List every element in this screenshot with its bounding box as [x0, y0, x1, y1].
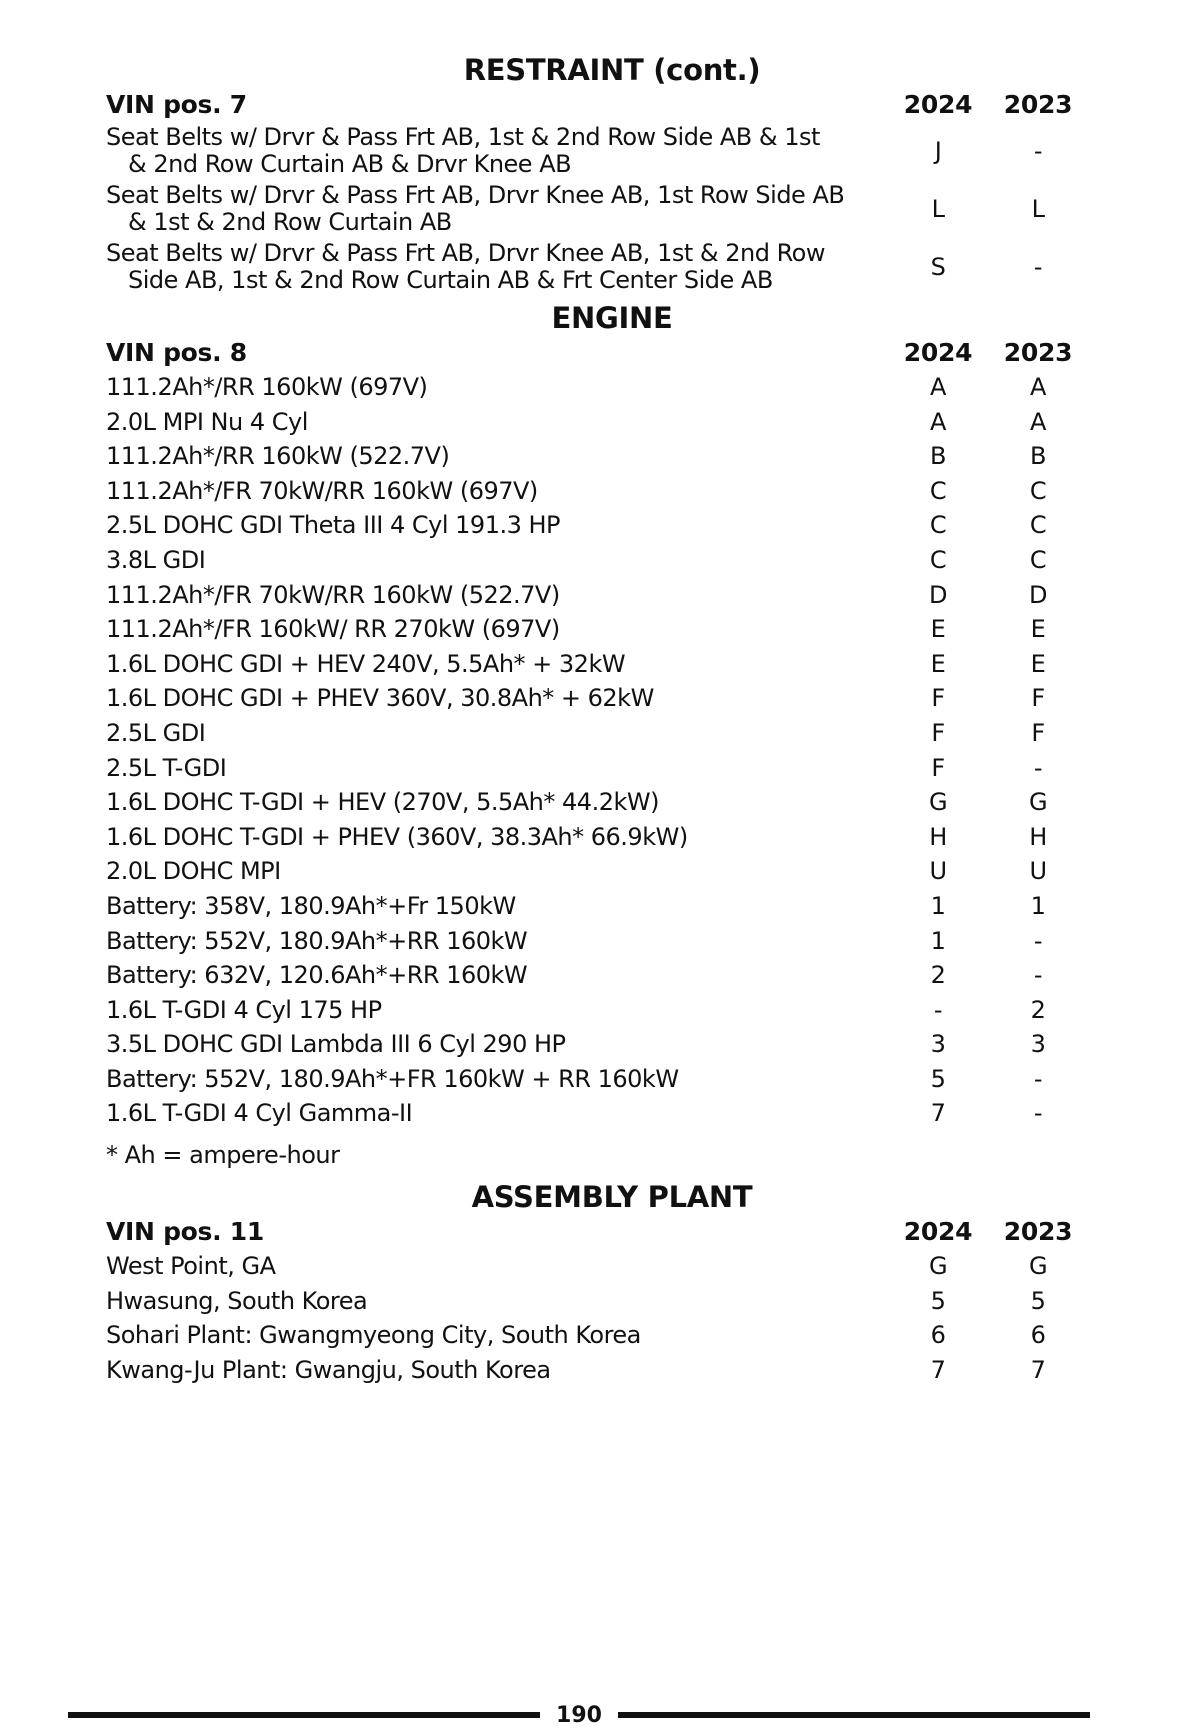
table-row — [106, 370, 1088, 405]
code-2023: 5 — [1030, 1286, 1046, 1315]
row-description: 111.2Ah*/FR 160kW/ RR 270kW (697V) — [106, 615, 560, 644]
row-description: Battery: 632V, 120.6Ah*+RR 160kW — [106, 961, 528, 990]
table-row — [106, 647, 1088, 682]
row-description: 111.2Ah*/FR 70kW/RR 160kW (522.7V) — [106, 580, 560, 609]
code-2023: 1 — [1030, 891, 1046, 920]
table-header-restraint — [106, 88, 1088, 122]
footnote: * Ah = ampere-hour — [106, 1141, 340, 1170]
code-2024: A — [930, 373, 946, 401]
row-description: 1.6L DOHC GDI + PHEV 360V, 30.8Ah* + 62kW — [106, 684, 654, 713]
code-2023: L — [1031, 194, 1045, 223]
code-2024: C — [929, 545, 947, 574]
code-2024: 5 — [930, 1286, 946, 1315]
row-description: 111.2Ah*/RR 160kW (522.7V) — [106, 442, 450, 471]
code-2024: 6 — [930, 1321, 946, 1350]
code-2024: G — [928, 1252, 948, 1281]
description-line-1: Seat Belts w/ Drvr & Pass Frt AB, Drvr Knee AB, 1st & 2nd Row — [106, 239, 825, 267]
header-label: VIN pos. 11 — [106, 1217, 264, 1247]
description-line-2: & 2nd Row Curtain AB & Drvr Knee AB — [128, 150, 572, 178]
code-2024: H — [929, 822, 947, 851]
code-2024: 1 — [930, 891, 946, 920]
page-number: 190 — [556, 1702, 602, 1728]
table-row — [106, 1062, 1088, 1097]
code-2023: U — [1029, 857, 1047, 886]
table-row — [106, 889, 1088, 924]
table-row — [106, 238, 1088, 296]
code-2023: G — [1028, 788, 1048, 817]
code-2023: A — [1030, 373, 1046, 401]
code-2024: S — [930, 252, 946, 281]
row-description: 1.6L DOHC GDI + HEV 240V, 5.5Ah* + 32kW — [106, 649, 626, 678]
code-2024: E — [930, 649, 946, 678]
code-2023: - — [1033, 753, 1043, 782]
row-description: Sohari Plant: Gwangmyeong City, South Korea — [106, 1321, 641, 1350]
code-2023: - — [1033, 252, 1043, 281]
code-2024: L — [931, 194, 945, 223]
header-year-2023: 2023 — [1003, 90, 1073, 119]
code-2024: F — [931, 753, 945, 782]
code-2024: F — [931, 684, 945, 713]
table-row — [106, 1318, 1088, 1353]
row-description: 1.6L T-GDI 4 Cyl 175 HP — [106, 995, 382, 1024]
code-2023: - — [1033, 1064, 1043, 1093]
row-description: West Point, GA — [106, 1252, 276, 1281]
footer-rule-right — [618, 1712, 1090, 1718]
header-label: VIN pos. 7 — [106, 90, 247, 119]
section-title-plant: ASSEMBLY PLANT — [471, 1180, 753, 1215]
table-header-engine — [106, 336, 1088, 370]
code-2023: - — [1033, 1099, 1043, 1128]
restraint-rows — [106, 122, 1088, 296]
row-description: 111.2Ah*/RR 160kW (697V) — [106, 373, 428, 401]
code-2023: D — [1029, 580, 1047, 609]
code-2024: C — [929, 476, 947, 505]
code-2023: - — [1033, 926, 1043, 955]
table-row — [106, 958, 1088, 993]
row-description: 2.5L DOHC GDI Theta III 4 Cyl 191.3 HP — [106, 511, 561, 540]
code-2023: C — [1029, 545, 1047, 574]
row-description: 111.2Ah*/FR 70kW/RR 160kW (697V) — [106, 476, 538, 505]
section-title-restraint: RESTRAINT (cont.) — [463, 53, 761, 87]
description-line-2: & 1st & 2nd Row Curtain AB — [128, 208, 452, 236]
code-2023: - — [1033, 136, 1043, 165]
row-description: Hwasung, South Korea — [106, 1286, 368, 1315]
code-2024: - — [933, 995, 943, 1024]
header-year-2023: 2023 — [1003, 1217, 1073, 1247]
row-description — [106, 124, 888, 178]
code-2024: B — [930, 442, 946, 471]
table-row — [106, 1027, 1088, 1062]
table-row — [106, 1353, 1088, 1388]
table-row — [106, 474, 1088, 509]
code-2023: E — [1030, 649, 1046, 678]
code-2023: F — [1031, 718, 1045, 747]
header-label: VIN pos. 8 — [106, 338, 247, 367]
code-2024: F — [931, 718, 945, 747]
code-2024: A — [930, 407, 946, 436]
header-year-2023: 2023 — [1003, 338, 1073, 367]
code-2023: 6 — [1030, 1321, 1046, 1350]
row-description: 2.5L GDI — [106, 718, 206, 747]
code-2024: C — [929, 511, 947, 540]
code-2024: 2 — [930, 961, 946, 990]
code-2023: B — [1030, 442, 1046, 471]
row-description: Kwang-Ju Plant: Gwangju, South Korea — [106, 1355, 551, 1384]
row-description: 2.0L MPI Nu 4 Cyl — [106, 407, 308, 436]
row-description: Battery: 358V, 180.9Ah*+Fr 150kW — [106, 891, 516, 920]
row-description: 2.5L T-GDI — [106, 753, 227, 782]
code-2024: D — [929, 580, 947, 609]
table-row — [106, 993, 1088, 1028]
section-title-engine: ENGINE — [551, 301, 673, 335]
code-2023: C — [1029, 476, 1047, 505]
table-row — [106, 681, 1088, 716]
row-description: Battery: 552V, 180.9Ah*+FR 160kW + RR 160kW — [106, 1064, 679, 1093]
code-2023: F — [1031, 684, 1045, 713]
code-2023: 2 — [1030, 995, 1046, 1024]
code-2023: E — [1030, 615, 1046, 644]
code-2024: 3 — [930, 1030, 946, 1059]
code-2024: 7 — [930, 1355, 946, 1384]
table-row — [106, 508, 1088, 543]
code-2024: U — [929, 857, 947, 886]
table-header-plant — [106, 1215, 1088, 1249]
table-row — [106, 1284, 1088, 1319]
code-2024: 5 — [930, 1064, 946, 1093]
footer-rule-left — [68, 1712, 540, 1718]
table-row — [106, 122, 1088, 180]
code-2023: - — [1033, 961, 1043, 990]
table-row — [106, 751, 1088, 786]
code-2024: 7 — [930, 1099, 946, 1128]
header-year-2024: 2024 — [903, 338, 973, 367]
table-row — [106, 578, 1088, 613]
code-2023: 3 — [1030, 1030, 1046, 1059]
engine-rows — [106, 370, 1088, 1131]
code-2023: C — [1029, 511, 1047, 540]
row-description: 1.6L DOHC T-GDI + HEV (270V, 5.5Ah* 44.2kW) — [106, 788, 659, 817]
row-description: Battery: 552V, 180.9Ah*+RR 160kW — [106, 926, 528, 955]
code-2023: 7 — [1030, 1355, 1046, 1384]
row-description: 1.6L T-GDI 4 Cyl Gamma-II — [106, 1099, 413, 1128]
code-2023: H — [1029, 822, 1047, 851]
row-description: 3.8L GDI — [106, 545, 206, 574]
code-2024: J — [934, 136, 942, 165]
description-line-2: Side AB, 1st & 2nd Row Curtain AB & Frt Center Side AB — [128, 266, 773, 294]
table-row — [106, 785, 1088, 820]
row-description: 3.5L DOHC GDI Lambda III 6 Cyl 290 HP — [106, 1030, 566, 1059]
code-2024: G — [928, 788, 948, 817]
page-footer — [68, 1700, 1090, 1730]
table-row — [106, 716, 1088, 751]
description-line-1: Seat Belts w/ Drvr & Pass Frt AB, Drvr Knee AB, 1st Row Side AB — [106, 181, 845, 209]
table-row — [106, 180, 1088, 238]
code-2024: E — [930, 615, 946, 644]
table-row — [106, 820, 1088, 855]
table-row — [106, 439, 1088, 474]
plant-rows — [106, 1249, 1088, 1387]
code-2023: A — [1030, 407, 1046, 436]
table-row — [106, 924, 1088, 959]
code-2024: 1 — [930, 926, 946, 955]
table-row — [106, 543, 1088, 578]
header-year-2024: 2024 — [903, 90, 973, 119]
table-row — [106, 405, 1088, 440]
header-year-2024: 2024 — [903, 1217, 973, 1247]
row-description: 1.6L DOHC T-GDI + PHEV (360V, 38.3Ah* 66.9kW) — [106, 822, 688, 851]
description-line-1: Seat Belts w/ Drvr & Pass Frt AB, 1st & 2nd Row Side AB & 1st — [106, 123, 820, 151]
table-row — [106, 612, 1088, 647]
code-2023: G — [1028, 1252, 1048, 1281]
row-description — [106, 182, 888, 236]
table-row — [106, 1096, 1088, 1131]
table-row — [106, 1249, 1088, 1284]
row-description — [106, 240, 888, 294]
table-row — [106, 854, 1088, 889]
page-content — [106, 52, 1088, 1387]
row-description: 2.0L DOHC MPI — [106, 857, 281, 886]
